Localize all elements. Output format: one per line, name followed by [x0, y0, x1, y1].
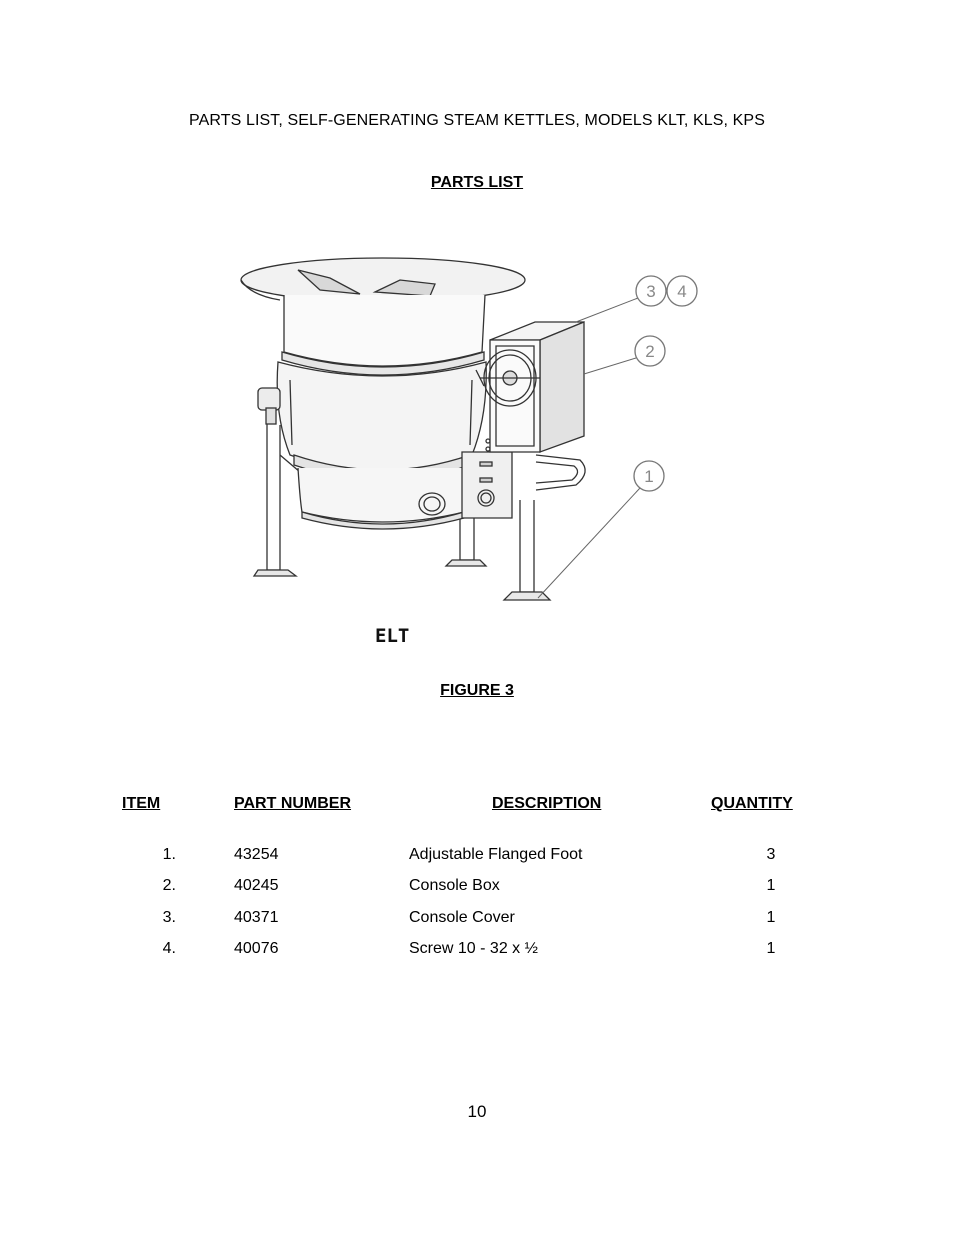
row-part-number: 40245: [234, 877, 279, 894]
page-header: PARTS LIST, SELF-GENERATING STEAM KETTLES, MODELS KLT, KLS, KPS: [189, 112, 765, 129]
svg-text:2: 2: [645, 342, 655, 361]
row-description: Console Cover: [409, 909, 515, 926]
kettle-figure: [240, 240, 720, 660]
parts-list-title: PARTS LIST: [430, 174, 524, 191]
row-item: 3.: [162, 909, 176, 926]
model-label: ELT: [375, 625, 410, 647]
row-quantity: 1: [766, 909, 776, 926]
header-quantity: QUANTITY: [711, 795, 793, 812]
row-item: 4.: [162, 940, 176, 957]
figure-caption: FIGURE 3: [440, 682, 514, 699]
header-item: ITEM: [122, 795, 161, 812]
svg-text:3: 3: [646, 282, 656, 301]
callout-3: [636, 276, 666, 306]
table-row: [0, 877, 954, 899]
row-part-number: 40076: [234, 940, 279, 957]
table-row: [0, 846, 954, 868]
page-number: 10: [467, 1102, 487, 1121]
header-description: DESCRIPTION: [492, 795, 602, 812]
kettle-jacket: [277, 362, 486, 480]
svg-text:1: 1: [644, 467, 654, 486]
kettle-bottom: [298, 468, 468, 529]
kettle-upper-body: [282, 295, 485, 375]
row-quantity: 1: [766, 940, 776, 957]
row-description: Console Box: [409, 877, 500, 894]
svg-text:4: 4: [677, 282, 687, 301]
row-part-number: 43254: [234, 846, 279, 863]
row-quantity: 1: [766, 877, 776, 894]
row-description: Screw 10 - 32 x ½: [409, 940, 538, 957]
row-quantity: 3: [766, 846, 776, 863]
callout-1: [634, 461, 664, 491]
console-box: [490, 322, 584, 452]
row-item: 1.: [162, 846, 176, 863]
kettle-drawing: [240, 240, 720, 660]
header-part-number: PART NUMBER: [234, 795, 352, 812]
row-description: Adjustable Flanged Foot: [409, 846, 583, 863]
callout-4: [667, 276, 697, 306]
table-row: [0, 909, 954, 931]
left-trunnion: [258, 388, 280, 424]
row-part-number: 40371: [234, 909, 279, 926]
table-row: [0, 940, 954, 962]
callout-2: [635, 336, 665, 366]
row-item: 2.: [162, 877, 176, 894]
